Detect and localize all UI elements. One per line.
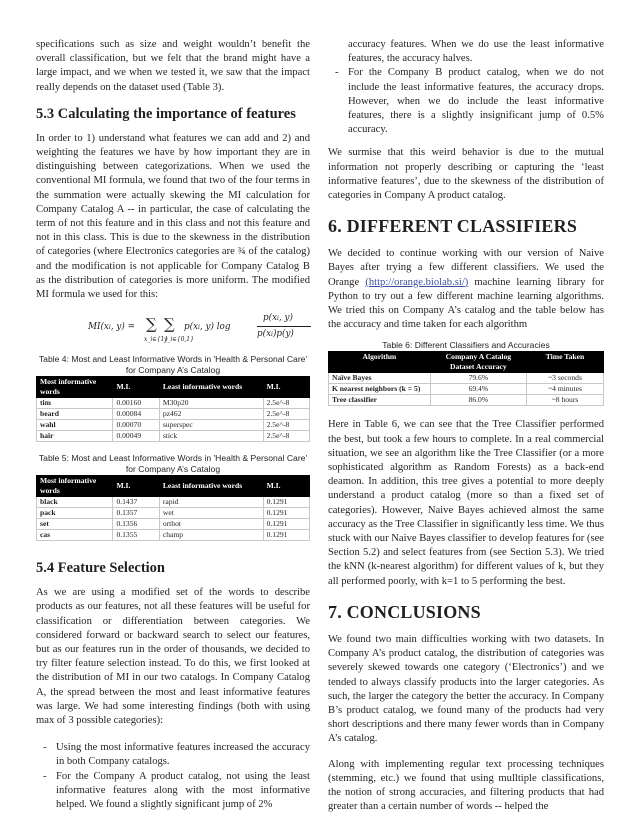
list-item: - For the Company A product catalog, not using the least informative features along with the most informative helped. We found a slightly significant jump of 2%: [36, 770, 310, 813]
fraction-bar: [257, 326, 311, 327]
table-row: [37, 530, 310, 541]
section-5-4-heading: 5.4 Feature Selection: [36, 560, 165, 577]
mi-formula: [36, 310, 310, 348]
table-cell: 0.1356: [113, 519, 159, 530]
table-6-header-row: [329, 352, 604, 373]
formula-term: p(xi, y) log: [184, 322, 231, 333]
table-header-cell: Algorithm: [329, 352, 431, 373]
findings-list: [36, 741, 310, 812]
table-row: [37, 420, 310, 431]
table-cell: set: [37, 519, 113, 530]
table-header-cell: M.I.: [113, 476, 159, 497]
table-cell: 2.5e^-8: [263, 409, 309, 420]
formula-denominator: p(xi)p(y): [257, 329, 294, 340]
table-cell: beard: [37, 409, 113, 420]
table-6-block: [328, 340, 604, 406]
table-cell: tim: [37, 398, 113, 409]
list-item: - For the Company B product catalog, when we do not include the least informative features, the accuracy drops. However, when we do include the least informative features, there is a slightly insignificant jump of 0.5% accuracy.: [328, 66, 604, 137]
table-cell: rapid: [159, 497, 263, 508]
table-cell: 2.5e^-8: [263, 420, 309, 431]
section-6-paragraph: We decided to continue working with our version of Naive Bayes after trying a few different classifiers. We used the Orange (http://orange.biolab.si/) machine learning library for Python to try out a few different machine learning algorithms. We tried this on Company A’s catalog and the table below has the accuracy and time taken for each algorithm: [328, 248, 604, 331]
table-cell: hair: [37, 431, 113, 442]
table-cell: pack: [37, 508, 113, 519]
sum-symbol-1: ∑: [146, 315, 157, 334]
table-5: [36, 475, 310, 541]
table-cell: black: [37, 497, 113, 508]
table-header-cell: M.I.: [263, 476, 309, 497]
table-cell: M30p20: [159, 398, 263, 409]
conclusions-paragraph-2: Along with implementing regular text processing techniques (stemming, etc.) we found that using mulltiple classifications, the notion of strong accuracies, and filtering products that had greater than a certain number of words -- helped the: [328, 758, 604, 813]
table-cell: stick: [159, 431, 263, 442]
table-row: [37, 519, 310, 530]
table-row: [37, 398, 310, 409]
left-column: [36, 38, 310, 812]
list-item-continued: accuracy features. When we do use the least informative features, the accuracy halves.: [348, 39, 604, 65]
list-item: - Using the most informative features increased the accuracy in both Company catalogs.: [36, 741, 310, 769]
table-cell: Tree classifier: [329, 395, 431, 406]
table-header-cell: Most informative words: [37, 476, 113, 497]
table-cell: pz462: [159, 409, 263, 420]
formula-lhs: MI(xi, y) =: [88, 322, 135, 333]
table-row: [37, 409, 310, 420]
surmise-paragraph: We surmise that this weird behavior is due to the mutual information not properly describing or capturing the ‘least informative features’, due to the skewness of the distribution of categories in Company A product catalog.: [328, 147, 604, 202]
table-cell: K nearest neighbors (k = 5): [329, 384, 431, 395]
table-row: [37, 497, 310, 508]
conclusions-paragraph-1: We found two main difficulties working with two datasets. In Company A’s product catalog, the distribution of categories was severely skewed towards one category (‘Electronics’) and we tended to always classify products into the larger categories. As such, the larger the category the better the accuracy. In Company B’s product catalog, we found many of the products had very short descriptions and there many fewer words than in Company A’s catalog.: [328, 633, 604, 745]
findings-list-continued: [328, 38, 604, 137]
table-row: [37, 508, 310, 519]
table-cell: 2.5e^-8: [263, 398, 309, 409]
table-row: [329, 373, 604, 384]
table-cell: 69.4%: [430, 384, 526, 395]
table-header-cell: Time Taken: [527, 352, 604, 373]
table-cell: ~3 seconds: [527, 373, 604, 384]
table-header-cell: M.I.: [113, 377, 159, 398]
table-cell: 0.1355: [113, 530, 159, 541]
section-5-3-paragraph: In order to 1) understand what features we can add and 2) and weighting the features we have by how important they are in distinguishing between categorizations. When we used the conventional MI formula, we found that two of the four terms in the summation were actually skewing the MI calculation for Company Catalog A -- in particular, the case of calculating the term of not this feature and in this class and not this feature and not in this class. This is due to the skewness in the distribution of categories (where Electronics categories are ¾ of the catalog) and the modification is not applicable for Company Catalog B as the distribution of categories is more uniform. The modified MI formula we used for this:: [36, 132, 310, 301]
table-cell: 0.1291: [263, 508, 309, 519]
table-6: [328, 351, 604, 406]
table-5-caption: Table 5: Most and Least Informative Words in 'Health & Personal Care' for Company A’s Catalog: [38, 453, 308, 475]
sum-limit-2: y_i∈{0,1}: [164, 336, 194, 344]
table-header-cell: M.I.: [263, 377, 309, 398]
table-cell: ~8 hours: [527, 395, 604, 406]
table-cell: 0.00070: [113, 420, 159, 431]
table-cell: orthot: [159, 519, 263, 530]
table-6-discussion-paragraph: Here in Table 6, we can see that the Tree Classifier performed the best, but took a few hours to complete. In a real commercial situation, we see an algorithm like the Tree Classifier (or a more sophisticated algorithm as Random Forests) as a back-end deamon. In addition, this tree gives a potential to more deeply understand a product catalog (more so than a fixed set of categories). However, Naive Bayes achieved almost the same accuracy as the Tree Classifier in significantly less time. We thus stuck with our Naive Bayes classifier to develop features for (see Section 5.2) and select features from (see Section 5.3). We tried the kNN (k-nearest algorithm) for different values of k, but they all performed poorly, with k=1 to 5 performing the best.: [328, 419, 604, 587]
section-5-3-heading: 5.3 Calculating the importance of features: [36, 105, 296, 122]
table-4-caption: Table 4: Most and Least Informative Words in 'Health & Personal Care' for Company A’s Catalog: [38, 354, 308, 376]
table-cell: Naïve Bayes: [329, 373, 431, 384]
table-row: [329, 384, 604, 395]
table-5-block: [36, 453, 310, 541]
section-5-4-paragraph: As we are using a modified set of the words to describe products as our features, not all these features will be useful for classification or differentiation between categories. We considered forward or backward search to select our features, but as our features run in the order of thousands, we decided to try filter feature selection instead. To do this, we first looked at the distribution of MI in our two catalogs. In Company Catalog A, the spread between the most and least informative features was large. We had some interesting findings (both with using max of 3 possible categories):: [36, 587, 310, 727]
table-cell: 0.1357: [113, 508, 159, 519]
table-cell: 79.6%: [430, 373, 526, 384]
orange-link[interactable]: (http://orange.biolab.si/): [365, 276, 469, 288]
table-cell: 0.1291: [263, 530, 309, 541]
table-cell: wahl: [37, 420, 113, 431]
section-6-heading: 6. DIFFERENT CLASSIFIERS: [328, 216, 578, 237]
table-row: [37, 431, 310, 442]
sum-limit-1: x_i∈{1}: [144, 336, 169, 344]
formula-numerator: p(xi, y): [263, 313, 293, 324]
table-cell: cas: [37, 530, 113, 541]
intro-paragraph: specifications such as size and weight wouldn’t benefit the overall classification, but we felt that the brand might have a large impact, and we when we tested it, we saw that the impact really depends on the dataset used (Table 3).: [36, 39, 310, 93]
sum-symbol-2: ∑: [164, 315, 175, 334]
table-5-header-row: [37, 476, 310, 497]
table-4: [36, 376, 310, 442]
table-header-cell: Company A Catalog Dataset Accuracy: [430, 352, 526, 373]
table-cell: 0.1437: [113, 497, 159, 508]
table-cell: 0.1291: [263, 519, 309, 530]
table-cell: 0.00049: [113, 431, 159, 442]
table-header-cell: Least informative words: [159, 476, 263, 497]
table-row: [329, 395, 604, 406]
right-column: [328, 38, 604, 814]
table-header-cell: Most informative words: [37, 377, 113, 398]
table-6-caption: Table 6: Different Classifiers and Accuracies: [382, 340, 550, 351]
section-7-heading: 7. CONCLUSIONS: [328, 601, 481, 622]
table-cell: 2.5e^-8: [263, 431, 309, 442]
table-cell: 0.00160: [113, 398, 159, 409]
table-header-cell: Least informative words: [159, 377, 263, 398]
table-cell: 0.00084: [113, 409, 159, 420]
table-cell: superspec: [159, 420, 263, 431]
table-cell: 0.1291: [263, 497, 309, 508]
table-cell: 86.0%: [430, 395, 526, 406]
table-cell: wet: [159, 508, 263, 519]
table-4-header-row: [37, 377, 310, 398]
table-4-block: [36, 354, 310, 442]
table-cell: champ: [159, 530, 263, 541]
table-cell: ~4 minutes: [527, 384, 604, 395]
